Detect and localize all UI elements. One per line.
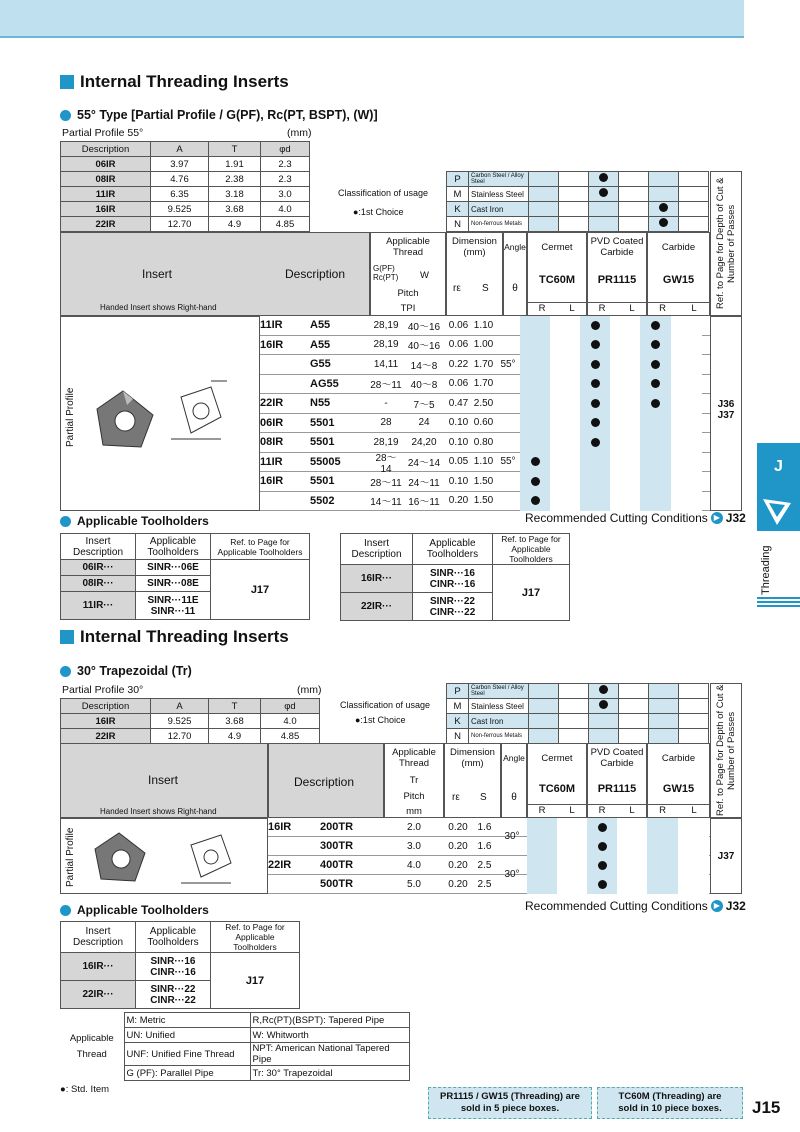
ref-j37[interactable]: J37	[717, 410, 735, 421]
hdr2-tr: Tr	[409, 775, 419, 786]
section1-toolholder-table-right: Insert Description Applicable Toolholders Ref. to Page for Applicable Toolholders 16IR··· SINR···16 CINR···16 J17 22IR··· SINR···22 CINR···22	[340, 533, 570, 621]
std-item-dot-icon	[599, 188, 608, 197]
cell-re: 0.06	[448, 339, 469, 351]
section2-classification-label: Classification of usage	[340, 700, 431, 710]
std-item-dot-icon	[599, 173, 608, 182]
hdr2-re: rε	[452, 792, 460, 803]
toolholder-ref-j17[interactable]: J17	[211, 560, 310, 620]
section1-dim-unit: (mm)	[287, 127, 312, 139]
cell-s: 1.6	[477, 840, 492, 852]
hdr-pvd: PVD Coated Carbide	[590, 236, 644, 258]
hdr2-angle: Angle	[503, 753, 525, 763]
cell-gpf: 28～14	[375, 452, 397, 475]
cell-code: 400TR	[320, 859, 354, 871]
page-number: J15	[752, 1098, 781, 1117]
std-item-dot-icon	[591, 360, 600, 369]
hdr2-s: S	[480, 792, 487, 803]
cell-s: 1.50	[473, 495, 494, 507]
dim-row: 22IR 12.70 4.9 4.85	[61, 729, 320, 744]
hdr2-insert: Insert	[148, 773, 179, 787]
std-item-dot-icon	[651, 340, 660, 349]
std-item-dot-icon	[599, 685, 608, 694]
toolholder-row[interactable]: 11IR··· SINR···11E SINR···11	[61, 592, 310, 620]
legend-label-thread: Thread	[76, 1048, 107, 1060]
hdr-carbide: Carbide	[661, 242, 696, 253]
insert-dimension-drawing-2	[171, 827, 261, 889]
ref-j36[interactable]: J36	[717, 399, 735, 410]
thread-legend-table: Applicable Thread M: Metric R,Rc(PT)(BSPT): Tapered Pipe UN: Unified W: Whitworth UNF: Unified Fine Thread NPT: American National Tapered Pipe G (PF): Parallel Pipe Tr: 30° Trapezoidal	[60, 1012, 410, 1081]
cell-code: G55	[310, 358, 331, 371]
insert-row[interactable]	[268, 837, 710, 856]
cell-gpf: 28,19	[373, 436, 399, 448]
insert-dimension-drawing	[161, 377, 251, 447]
hdr2-pvd: PVD Coated Carbide	[590, 747, 644, 769]
cell-s: 1.00	[473, 339, 494, 351]
cell-code: N55	[310, 397, 331, 410]
hdr2-grade-tc60m: TC60M	[538, 783, 576, 795]
hdr-grade-gw15: GW15	[662, 274, 695, 286]
cell-re: 0.20	[448, 495, 469, 507]
section1-recommended[interactable]: Recommended Cutting Conditions ▶ J32	[525, 511, 746, 525]
std-item-dot-icon	[651, 379, 660, 388]
toolholder-row[interactable]: 08IR··· SINR···08E	[61, 576, 310, 592]
cell-gpf: 14～11	[370, 497, 402, 509]
hdr2-rl-row: R L R L R L	[527, 804, 710, 818]
insert-row[interactable]	[260, 433, 710, 453]
dim-row: 22IR 12.70 4.9 4.85	[61, 217, 310, 232]
section1-subtitle: 55° Type [Partial Profile / G(PF), Rc(PT, BSPT), (W)]	[60, 108, 378, 122]
cell-size: 16IR	[260, 338, 284, 351]
std-item-dot-icon	[599, 700, 608, 709]
arrow-icon: ▶	[711, 512, 723, 524]
insert-row[interactable]	[268, 818, 710, 842]
header-band	[0, 0, 744, 38]
section1-dim-caption: Partial Profile 55°	[62, 127, 144, 139]
section2-recommended[interactable]: Recommended Cutting Conditions ▶ J32	[525, 899, 746, 913]
cell-size: 08IR	[260, 436, 284, 449]
cell-gpf: 28,19	[373, 319, 399, 331]
usage-row: K Cast Iron	[447, 202, 709, 217]
cell-re: 0.47	[448, 397, 469, 409]
std-item-dot-icon	[591, 418, 600, 427]
hdr2-grade-gw15: GW15	[662, 783, 695, 795]
cell-s: 1.50	[473, 475, 494, 487]
std-item-dot-icon	[591, 379, 600, 388]
std-item-dot-icon	[591, 340, 600, 349]
cell-code: 500TR	[320, 878, 354, 890]
insert-photo-2	[89, 831, 149, 885]
usage-row: M Stainless Steel	[447, 187, 709, 202]
hdr-applicable-thread: Applicable Thread	[386, 236, 430, 258]
cell-gpf: -	[384, 397, 388, 409]
cell-angle: 30°	[504, 830, 520, 842]
cell-re: 0.06	[448, 378, 469, 390]
arrow-icon-2: ▶	[711, 900, 723, 912]
hdr-cermet: Cermet	[541, 242, 573, 253]
toolholder-ref-j17[interactable]: J17	[493, 565, 570, 621]
side-tab-stripes	[757, 597, 800, 609]
cell-s: 1.10	[473, 319, 494, 331]
cell-code: 5501	[310, 475, 335, 488]
std-item-dot-icon	[531, 457, 540, 466]
insert-row[interactable]	[260, 394, 710, 414]
section1-main-header	[60, 232, 710, 316]
cell-code: A55	[310, 319, 331, 332]
section1-toolholders-title: Applicable Toolholders	[60, 514, 209, 528]
toolholder-ref-j17[interactable]: J17	[211, 953, 300, 1009]
section2-dimension-table: Description A T φd 16IR 9.525 3.68 4.0 22IR 12.70 4.9 4.85	[60, 698, 320, 744]
insert-row[interactable]	[268, 856, 710, 880]
usage-row: P Carbon Steel / Alloy Steel	[447, 684, 709, 699]
section1-title: Internal Threading Inserts	[60, 72, 289, 92]
toolholder-row[interactable]: 16IR··· SINR···16 CINR···16 J17	[61, 953, 300, 981]
side-tab-j[interactable]: J	[757, 443, 800, 491]
cell-code: 5501	[310, 436, 335, 449]
usage-row: N Non-ferrous Metals	[447, 217, 709, 232]
section1-usage-table	[446, 171, 709, 232]
hdr-grade-tc60m: TC60M	[538, 274, 576, 286]
section2-ref-cell	[710, 818, 742, 894]
section1-toolholder-table-left: Insert Description Applicable Toolholders Ref. to Page for Applicable Toolholders 06IR··· SINR···06E J17 08IR··· SINR···08E 11IR··· SINR···11E SINR···11	[60, 533, 310, 620]
std-item-dot-icon	[651, 399, 660, 408]
hdr-theta: θ	[512, 283, 518, 294]
cell-s: 1.70	[473, 358, 494, 370]
section2-image-cell	[60, 818, 268, 894]
cell-w: 14～8	[410, 360, 438, 372]
cell-w: 24～11	[408, 477, 440, 489]
section2-toolholders-title: Applicable Toolholders	[60, 903, 209, 917]
insert-row[interactable]	[260, 316, 710, 336]
cell-w: 40～16	[407, 321, 441, 333]
side-tab-icon-bg	[757, 491, 800, 531]
std-item-dot-icon	[651, 321, 660, 330]
cell-angle: 55°	[500, 456, 516, 468]
section1-first-choice: ●:1st Choice	[353, 207, 404, 217]
section2-dim-unit: (mm)	[297, 684, 322, 696]
std-item-dot-icon	[531, 496, 540, 505]
cell-code: A55	[310, 338, 331, 351]
cell-angle: 30°	[504, 868, 520, 880]
section1-ref-header: Ref. to Page for Depth of Cut & Number of Passes	[710, 171, 742, 316]
cell-pitch: 4.0	[407, 859, 421, 871]
hdr2-cermet: Cermet	[541, 753, 573, 764]
cell-gpf: 28～11	[370, 380, 402, 392]
cell-w: 40～8	[410, 380, 438, 392]
cell-re: 0.22	[448, 358, 469, 370]
hdr-thread-types: G(PF) Rc(PT)	[373, 264, 399, 282]
hdr-handed: Handed Insert shows Right-hand	[100, 303, 217, 312]
toolholder-row[interactable]: 22IR··· SINR···22 CINR···22	[61, 981, 300, 1009]
std-item-dot-icon	[591, 438, 600, 447]
cell-s: 1.70	[473, 378, 494, 390]
hdr-description: Description	[285, 267, 346, 281]
hdr-rl-row: R L R L R L	[527, 302, 710, 316]
side-tab-label: Threading	[760, 545, 772, 595]
section2-first-choice: ●:1st Choice	[355, 715, 406, 725]
cell-pitch: 3.0	[407, 840, 421, 852]
hdr2-dimension: Dimension (mm)	[450, 747, 495, 769]
section2-subtitle: 30° Trapezoidal (Tr)	[60, 664, 192, 678]
insert-row[interactable]	[260, 492, 710, 512]
std-item-dot-icon	[598, 842, 607, 851]
toolholder-row[interactable]: 16IR··· SINR···16 CINR···16 J17	[341, 565, 570, 593]
hdr-insert: Insert	[142, 267, 173, 281]
hdr-s: S	[482, 283, 489, 294]
hdr-w: W	[420, 270, 429, 281]
std-item-dot-icon	[598, 880, 607, 889]
cell-w: 24,20	[411, 436, 437, 448]
ref-j37-2[interactable]: J37	[717, 851, 735, 862]
section2-main-header	[60, 743, 710, 818]
insert-row[interactable]	[268, 875, 710, 894]
hdr2-applicable-thread: Applicable Thread	[392, 747, 436, 769]
insert-row[interactable]	[260, 336, 710, 356]
section2-usage-table	[446, 683, 709, 744]
cell-code: 5502	[310, 494, 335, 507]
cell-code: AG55	[310, 377, 339, 390]
cell-s: 1.6	[477, 821, 492, 833]
toolholder-row[interactable]: 06IR··· SINR···06E J17	[61, 560, 310, 576]
section1-ref-cell	[710, 316, 742, 511]
dim-row: 08IR 4.76 2.38 2.3	[61, 172, 310, 187]
std-item-dot-icon	[591, 399, 600, 408]
pr1115-box-note: PR1115 / GW15 (Threading) are sold in 5 piece boxes.	[428, 1087, 592, 1119]
hdr-pitch: Pitch	[397, 288, 419, 299]
std-item-dot-icon	[591, 321, 600, 330]
cell-size: 06IR	[260, 416, 284, 429]
recommended-ref-j32: J32	[725, 511, 746, 525]
cell-re: 0.05	[448, 456, 469, 468]
threading-tool-icon	[757, 491, 800, 531]
dim-row: 06IR 3.97 1.91 2.3	[61, 157, 310, 172]
cell-gpf: 14,11	[373, 358, 399, 370]
cell-size: 11IR	[260, 319, 283, 332]
section2-dim-caption: Partial Profile 30°	[62, 684, 144, 696]
section2-ref-header: Ref. to Page for Depth of Cut & Number of Passes	[710, 683, 742, 818]
hdr2-description: Description	[294, 775, 355, 789]
cell-s: 1.10	[473, 456, 494, 468]
cell-re: 0.20	[448, 840, 468, 852]
cell-w: 40～16	[407, 341, 441, 353]
insert-row[interactable]	[260, 355, 710, 375]
cell-s: 0.80	[473, 436, 494, 448]
partial-profile-label: Partial Profile	[65, 387, 76, 447]
dim-row: 16IR 9.525 3.68 4.0	[61, 714, 320, 729]
cell-code: 5501	[310, 416, 335, 429]
cell-w: 16～11	[408, 497, 440, 509]
cell-code: 300TR	[320, 840, 354, 852]
insert-row[interactable]	[260, 472, 710, 492]
hdr2-theta: θ	[511, 792, 517, 803]
hdr-re: rε	[453, 283, 461, 294]
cell-angle: 55°	[500, 358, 516, 370]
hdr-dimension: Dimension (mm)	[452, 236, 497, 258]
section1-image-cell	[60, 316, 260, 511]
hdr2-pitch: Pitch	[403, 791, 425, 802]
std-item-dot-icon	[651, 360, 660, 369]
insert-row[interactable]	[260, 414, 710, 434]
toolholder-row[interactable]: 22IR··· SINR···22 CINR···22	[341, 593, 570, 621]
cell-size: 22IR	[268, 859, 292, 871]
cell-s: 2.50	[473, 397, 494, 409]
usage-row: K Cast Iron	[447, 714, 709, 729]
insert-row[interactable]	[260, 375, 710, 395]
recommended-ref-j32-2: J32	[725, 899, 746, 913]
std-item-note: ●: Std. Item	[60, 1084, 110, 1095]
cell-re: 0.20	[448, 859, 468, 871]
cell-gpf: 28,19	[373, 339, 399, 351]
cell-size: 11IR	[260, 455, 283, 468]
tc60m-box-note: TC60M (Threading) are sold in 10 piece boxes.	[597, 1087, 743, 1119]
cell-re: 0.20	[448, 821, 468, 833]
cell-size: 16IR	[268, 821, 292, 833]
section2-toolholder-table: Insert Description Applicable Toolholders Ref. to Page for Applicable Toolholders 16IR··· SINR···16 CINR···16 J17 22IR··· SINR···22 CINR···22	[60, 921, 300, 1009]
std-item-dot-icon	[659, 218, 668, 227]
dim-row: 11IR 6.35 3.18 3.0	[61, 187, 310, 202]
hdr2-grade-pr1115: PR1115	[597, 783, 637, 795]
cell-s: 0.60	[473, 417, 494, 429]
cell-pitch: 2.0	[407, 821, 421, 833]
cell-re: 0.10	[448, 475, 469, 487]
std-item-dot-icon	[598, 823, 607, 832]
dim-row: 16IR 9.525 3.68 4.0	[61, 202, 310, 217]
insert-row[interactable]	[260, 453, 710, 473]
cell-code: 55005	[310, 455, 341, 468]
insert-photo	[89, 389, 159, 451]
cell-w: 7～5	[413, 399, 435, 411]
usage-row: M Stainless Steel	[447, 699, 709, 714]
hdr2-handed: Handed Insert shows Right-hand	[100, 807, 217, 816]
hdr2-mm: mm	[406, 806, 422, 817]
cell-size: 16IR	[260, 475, 284, 488]
section1-dimension-table: Description A T φd 06IR 3.97 1.91 2.3 08IR 4.76 2.38 2.3 11IR 6.35 3.18 3.0 16IR 9.525 3.68 4.0 22IR 12.70 4.9 4.85	[60, 141, 310, 232]
partial-profile-label-2: Partial Profile	[65, 827, 76, 887]
cell-w: 24	[418, 417, 430, 429]
cell-gpf: 28	[380, 417, 392, 429]
section2-title: Internal Threading Inserts	[60, 627, 289, 647]
cell-code: 200TR	[320, 821, 354, 833]
cell-re: 0.10	[448, 436, 469, 448]
cell-s: 2.5	[477, 859, 492, 871]
cell-s: 2.5	[477, 878, 492, 890]
std-item-dot-icon	[659, 203, 668, 212]
cell-re: 0.10	[448, 417, 469, 429]
cell-gpf: 28～11	[370, 477, 402, 489]
std-item-dot-icon	[531, 477, 540, 486]
legend-label-applicable: Applicable	[69, 1032, 114, 1044]
cell-w: 24～14	[407, 458, 441, 470]
section1-body-rows	[260, 316, 710, 511]
section1-classification-label: Classification of usage	[338, 188, 429, 198]
cell-re: 0.20	[448, 878, 468, 890]
cell-re: 0.06	[448, 319, 469, 331]
hdr-tpi: TPI	[400, 303, 416, 314]
cell-size: 22IR	[260, 397, 284, 410]
section2-body-rows	[268, 818, 710, 894]
cell-pitch: 5.0	[407, 878, 421, 890]
hdr2-carbide: Carbide	[661, 753, 696, 764]
hdr-grade-pr1115: PR1115	[597, 274, 637, 286]
usage-row: N Non-ferrous Metals	[447, 729, 709, 744]
std-item-dot-icon	[598, 861, 607, 870]
hdr-angle: Angle	[504, 242, 526, 252]
usage-row: P Carbon Steel / Alloy Steel	[447, 172, 709, 187]
